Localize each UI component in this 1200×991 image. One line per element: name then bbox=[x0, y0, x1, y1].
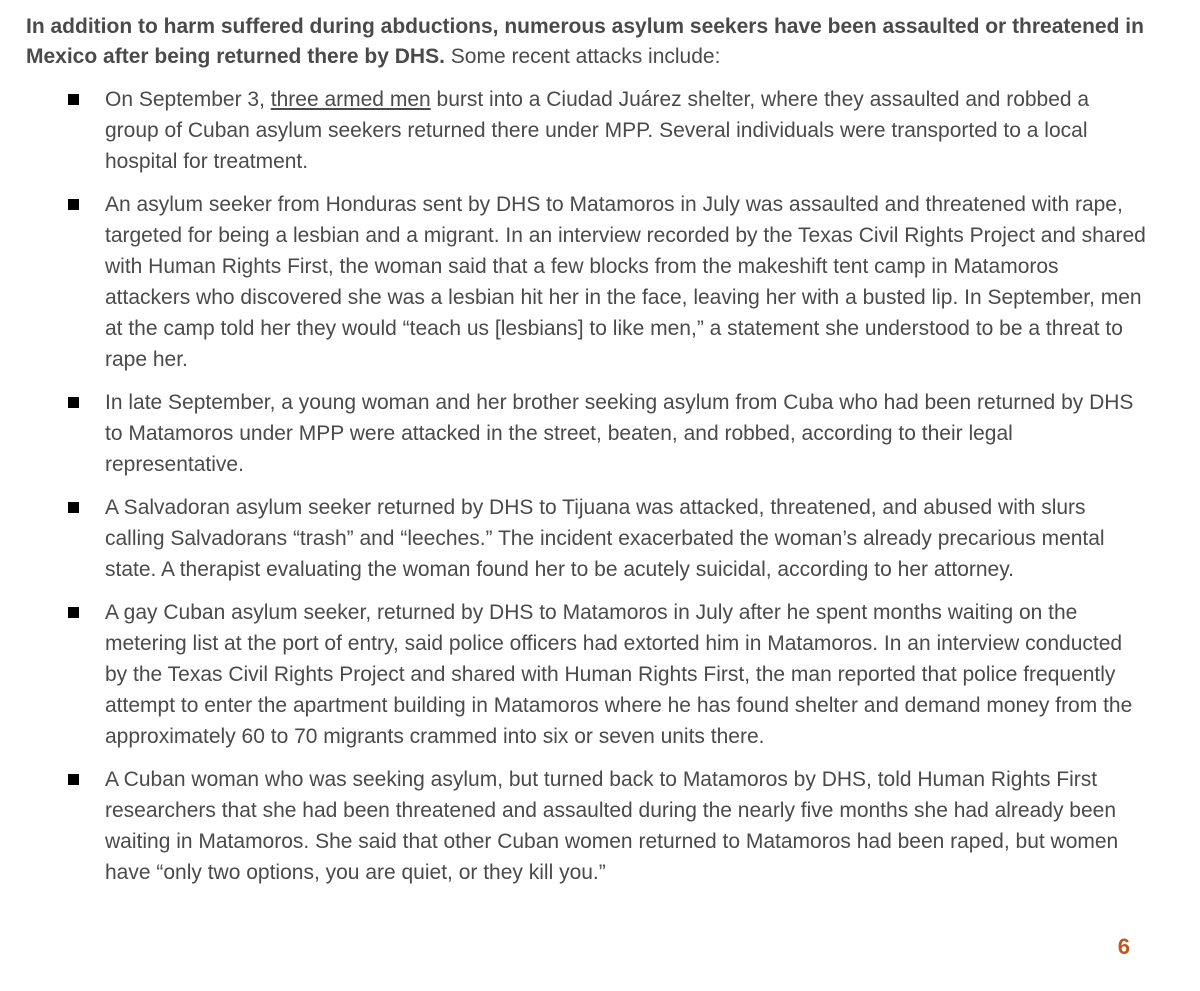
list-item bbox=[26, 764, 1146, 888]
intro-paragraph bbox=[26, 12, 1146, 72]
list-item bbox=[26, 597, 1146, 752]
three-armed-men-link[interactable]: three armed men bbox=[270, 88, 431, 111]
square-bullet-icon bbox=[68, 607, 79, 618]
list-item-text-after: burst into a Ciudad Juárez shelter, where they assaulted and robbed a group of Cuban asylum seekers returned there under MPP. Several individuals were transported to a local hospital for treatment. bbox=[105, 88, 1090, 173]
square-bullet-icon bbox=[68, 502, 79, 513]
list-item bbox=[26, 84, 1146, 177]
square-bullet-icon bbox=[68, 774, 79, 785]
list-item bbox=[26, 189, 1146, 375]
list-item bbox=[26, 387, 1146, 480]
list-item-text: An asylum seeker from Honduras sent by DHS to Matamoros in July was assaulted and threatened with rape, targeted for being a lesbian and a migrant. In an interview recorded by the Texas Civil Rights Project and shared with Human Rights First, the woman said that a few blocks from the makeshift tent camp in Matamoros attackers who discovered she was a lesbian hit her in the face, leaving her with a busted lip. In September, men at the camp told her they would “teach us [lesbians] to like men,” a statement she understood to be a threat to rape her. bbox=[105, 193, 1146, 371]
intro-rest: Some recent attacks include: bbox=[444, 45, 721, 68]
document-page bbox=[26, 12, 1146, 900]
list-item bbox=[26, 492, 1146, 585]
intro-lead: In addition to harm suffered during abductions, numerous asylum seekers have been assaulted or threatened in Mexico after being returned there by DHS. bbox=[26, 15, 1144, 68]
page-number: 6 bbox=[1117, 934, 1130, 959]
list-item-text: A Cuban woman who was seeking asylum, but turned back to Matamoros by DHS, told Human Rights First researchers that she had been threatened and assaulted during the nearly five months she had already been waiting in Matamoros. She said that other Cuban women returned to Matamoros had been raped, but women have “only two options, you are quiet, or they kill you.” bbox=[105, 768, 1119, 884]
square-bullet-icon bbox=[68, 94, 79, 105]
list-item-text: A Salvadoran asylum seeker returned by DHS to Tijuana was attacked, threatened, and abused with slurs calling Salvadorans “trash” and “leeches.” The incident exacerbated the woman’s already precarious mental state. A therapist evaluating the woman found her to be acutely suicidal, according to her attorney. bbox=[105, 496, 1105, 581]
square-bullet-icon bbox=[68, 199, 79, 210]
square-bullet-icon bbox=[68, 397, 79, 408]
list-item-text: In late September, a young woman and her brother seeking asylum from Cuba who had been returned by DHS to Matamoros under MPP were attacked in the street, beaten, and robbed, according to their legal representative. bbox=[105, 391, 1134, 476]
attack-list bbox=[26, 84, 1146, 888]
list-item-text-before: On September 3, bbox=[105, 88, 271, 111]
list-item-text: A gay Cuban asylum seeker, returned by DHS to Matamoros in July after he spent months waiting on the metering list at the port of entry, said police officers had extorted him in Matamoros. In an interview conducted by the Texas Civil Rights Project and shared with Human Rights First, the man reported that police frequently attempt to enter the apartment building in Matamoros where he has found shelter and demand money from the approximately 60 to 70 migrants crammed into six or seven units there. bbox=[105, 601, 1133, 748]
